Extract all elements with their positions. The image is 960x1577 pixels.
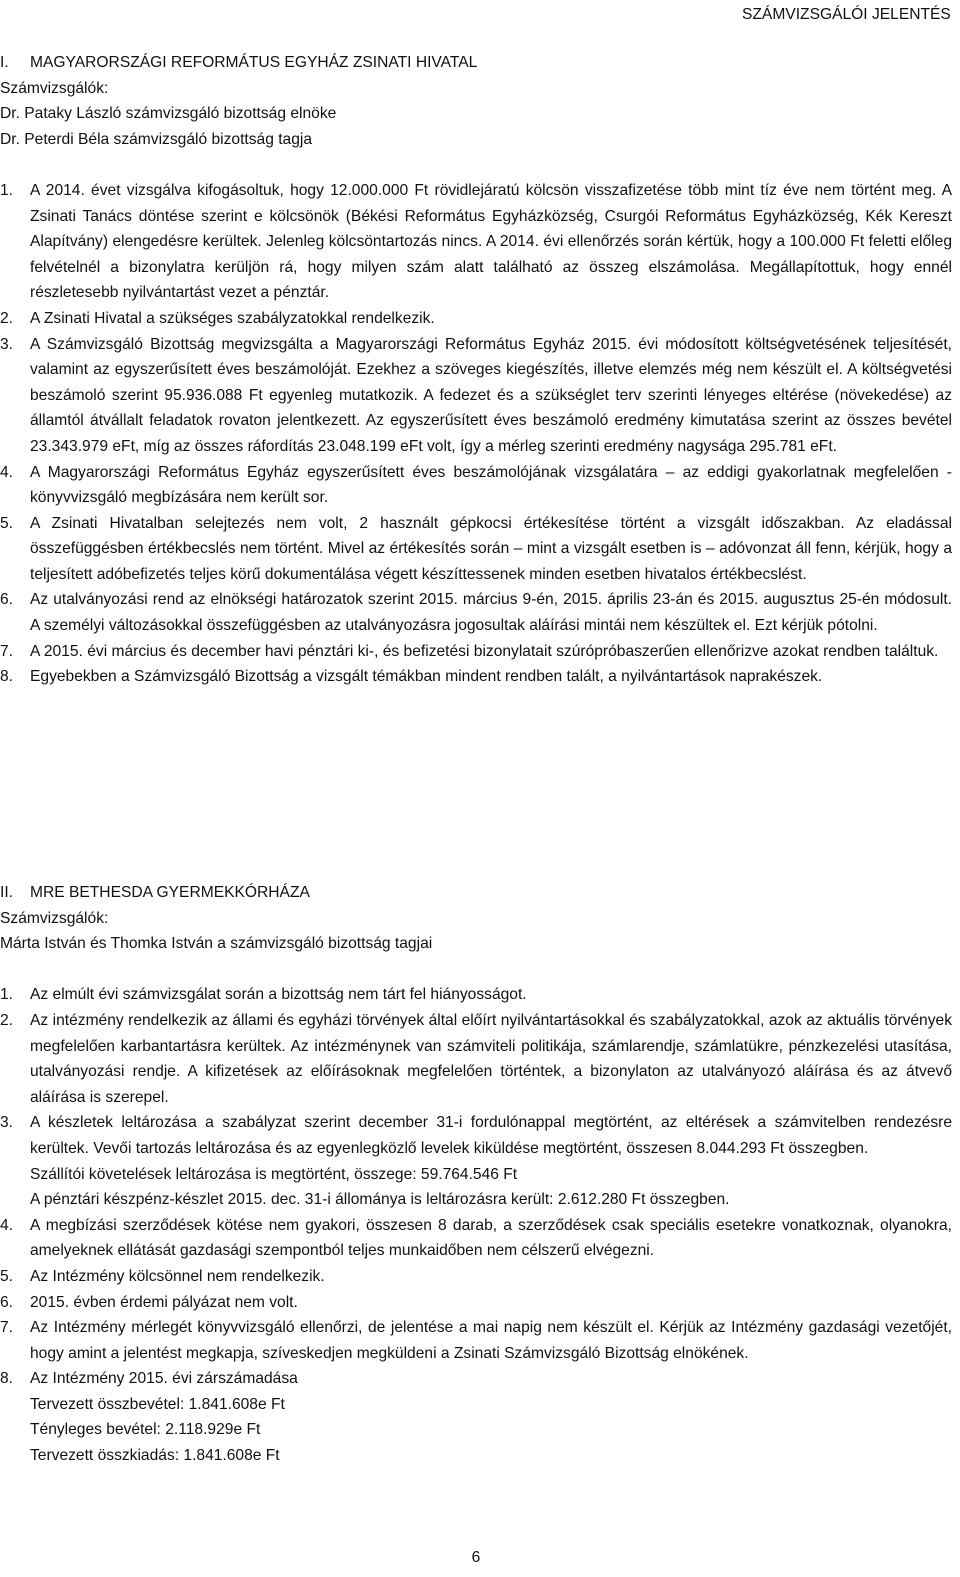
item-extra-line: Tervezett összkiadás: 1.841.608e Ft <box>30 1447 280 1465</box>
list-item <box>0 306 952 332</box>
item-text: A megbízási szerződések kötése nem gyakori, összesen 8 darab, a szerződések csak speciális esetekre vonatkoznak, olyanokra, amelyeknek ellátását gazdasági szempontból teljes munkaidőben nem célszerű elvégezni. <box>30 1216 952 1260</box>
item-text: A 2015. évi március és december havi pénztári ki-, és befizetési bizonylatait szúrópróbaszerűen ellenőrizve azokat rendben találtuk. <box>30 642 939 660</box>
list-item <box>0 511 952 588</box>
section-1 <box>0 50 952 690</box>
item-text: A Számvizsgáló Bizottság megvizsgálta a Magyarországi Református Egyház 2015. évi módosított költségvetésének teljesítését, valamint az egyszerűsített éves beszámolóját. Ezekhez a szöveges kiegészítés, illetve elemzés még nem készült el. A költségvetési beszámoló szerint 95.936.088 Ft egyenleg mutatkozik. A fedezet és a szükséglet terv szerinti lényeges eltérése (növekedése) az államtól átvállalt feladatok rovaton jelentkezett. Az egyszerűsített éves beszámoló eredmény kimutatása szerint az összes bevétel 23.343.979 eFt, míg az összes ráfordítás 23.048.199 eFt volt, így a mérleg szerinti eredmény nagysága 295.781 eFt. <box>30 335 952 455</box>
item-number: 1. <box>0 181 14 199</box>
item-number: 4. <box>0 463 14 481</box>
list-item <box>0 1110 952 1212</box>
auditors-label: Számvizsgálók: <box>0 79 109 97</box>
auditor-name: Dr. Pataky László számvizsgáló bizottság elnöke <box>0 105 337 123</box>
item-number: 8. <box>0 668 14 686</box>
item-text: Az intézmény rendelkezik az állami és egyházi törvények által előírt nyilvántartásokkal és szabályzatokkal, azok az aktuális törvények megfelelően karbantartásra kerültek. Az intézménynek van számviteli politikája, számlarendje, számlatükre, pénzkezelési utasítása, utalványozási rendje. A kifizetések az előírásoknak megfelelően történtek, a bizonylaton az utalványozó aláírása és az átvevő aláírása is szerepel. <box>30 1011 952 1106</box>
item-number: 6. <box>0 591 14 609</box>
list-item <box>0 982 952 1008</box>
item-number: 3. <box>0 335 14 353</box>
list-item <box>0 332 952 460</box>
item-extra-line: Szállítói követelések leltározása is megtörtént, összege: 59.764.546 Ft <box>30 1165 518 1183</box>
list-item <box>0 639 952 665</box>
section-2 <box>0 880 952 1469</box>
list-item <box>0 587 952 638</box>
list-item <box>0 460 952 511</box>
item-text: A 2014. évet vizsgálva kifogásoltuk, hogy 12.000.000 Ft rövidlejáratú kölcsön visszafizetése több mint tíz éve nem történt meg. A Zsinati Tanács döntése szerint e kölcsönök (Békési Református Egyházközség, Csurgói Református Egyházközség, Kék Kereszt Alapítvány) elengedésre kerültek. Jelenleg kölcsöntartozás nincs. A 2014. évi ellenőrzés során kértük, hogy a 100.000 Ft feletti előleg felvételnél a bizonylatra kerüljön rá, hogy milyen szám alatt található az összeg elszámolása. Megállapítottuk, hogy ennél részletesebb nyilvántartást vezet a pénztár. <box>30 181 952 302</box>
item-number: 6. <box>0 1293 14 1311</box>
item-extra-line: Tervezett összbevétel: 1.841.608e Ft <box>30 1395 285 1413</box>
item-number: 3. <box>0 1114 14 1132</box>
auditors-label: Számvizsgálók: <box>0 909 109 927</box>
item-text: 2015. évben érdemi pályázat nem volt. <box>30 1293 298 1311</box>
item-number: 2. <box>0 1011 14 1029</box>
section-title <box>0 50 952 76</box>
auditor-name: Dr. Peterdi Béla számvizsgáló bizottság tagja <box>0 130 313 148</box>
page-number: 6 <box>471 1549 481 1566</box>
item-extra-line: Tényleges bevétel: 2.118.929e Ft <box>30 1421 261 1439</box>
item-text: Az Intézmény mérlegét könyvvizsgáló ellenőrzi, de jelentése a mai napig nem készült el. Kérjük az Intézmény gazdasági vezetőjét, hogy amint a jelentést megkapja, szíveskedjen megküldeni a Zsinati Számvizsgáló Bizottság elnökének. <box>30 1319 952 1362</box>
section-heading: MAGYARORSZÁGI REFORMÁTUS EGYHÁZ ZSINATI HIVATAL <box>30 54 478 71</box>
item-number: 7. <box>0 1319 14 1337</box>
item-text: A Zsinati Hivatal a szükséges szabályzatokkal rendelkezik. <box>30 309 435 327</box>
item-text: Az utalványozási rend az elnökségi határozatok szerint 2015. március 9-én, 2015. április 23-án és 2015. augusztus 25-én módosult. A személyi változásokkal összefüggésben az utalványozásra jogosultak aláírási mintái nem készültek el. Ezt kérjük pótolni. <box>30 591 952 635</box>
section-roman-numeral: I. <box>0 54 9 71</box>
findings-list <box>0 178 952 690</box>
item-text: Az Intézmény kölcsönnel nem rendelkezik. <box>30 1267 325 1285</box>
section-roman-numeral: II. <box>0 884 13 901</box>
list-item <box>0 1213 952 1264</box>
list-item <box>0 1264 952 1290</box>
section-heading: MRE BETHESDA GYERMEKKÓRHÁZA <box>30 884 310 901</box>
list-item <box>0 178 952 306</box>
item-text: A Zsinati Hivatalban selejtezés nem volt, 2 használt gépkocsi értékesítése történt a vizsgált időszakban. Az eladással összefüggésben értékbecslés nem történt. Mivel az értékesítés során – mint a vizsgált esetben is – adóvonzat áll fenn, kérjük, hogy a teljesített adóbefizetés teljes körű dokumentálása végett készíttessenek minden esetben hivatalos értékbecslést. <box>30 514 952 583</box>
item-body <box>30 1366 952 1468</box>
item-number: 2. <box>0 309 14 327</box>
item-number: 1. <box>0 986 14 1004</box>
item-text: Az Intézmény 2015. évi zárszámadása <box>30 1370 298 1388</box>
item-text: A Magyarországi Református Egyház egyszerűsített éves beszámolójának vizsgálatára – az eddigi gyakorlatnak megfelelően - könyvvizsgáló megbízására nem került sor. <box>30 463 952 507</box>
item-number: 5. <box>0 1267 14 1285</box>
list-item <box>0 1008 952 1110</box>
item-number: 7. <box>0 642 14 660</box>
item-text: Egyebekben a Számvizsgáló Bizottság a vizsgált témákban mindent rendben talált, a nyilvántartások naprakészek. <box>30 668 823 686</box>
item-text: Az elmúlt évi számvizsgálat során a bizottság nem tárt fel hiányosságot. <box>30 986 527 1004</box>
section-title <box>0 880 952 906</box>
report-title: SZÁMVIZSGÁLÓI JELENTÉS <box>742 6 951 23</box>
item-number: 5. <box>0 514 14 532</box>
list-item <box>0 1315 952 1366</box>
item-number: 4. <box>0 1216 14 1234</box>
auditor-name: Márta István és Thomka István a számvizsgáló bizottság tagjai <box>0 935 433 953</box>
list-item <box>0 1366 952 1468</box>
findings-list <box>0 982 952 1468</box>
item-extra-line: A pénztári készpénz-készlet 2015. dec. 31-i állománya is leltározásra került: 2.612.280 Ft összegben. <box>30 1191 730 1209</box>
item-text: A készletek leltározása a szabályzat szerint december 31-i fordulónappal megtörtént, az eltérések a számvitelben rendezésre kerültek. Vevői tartozás leltározása és az egyenlegközlő levelek kiküldése megtörtént, összesen 8.044.293 Ft összegben. <box>30 1114 952 1157</box>
list-item <box>0 664 952 690</box>
item-number: 8. <box>0 1370 14 1388</box>
list-item <box>0 1290 952 1316</box>
item-body <box>30 1110 952 1212</box>
